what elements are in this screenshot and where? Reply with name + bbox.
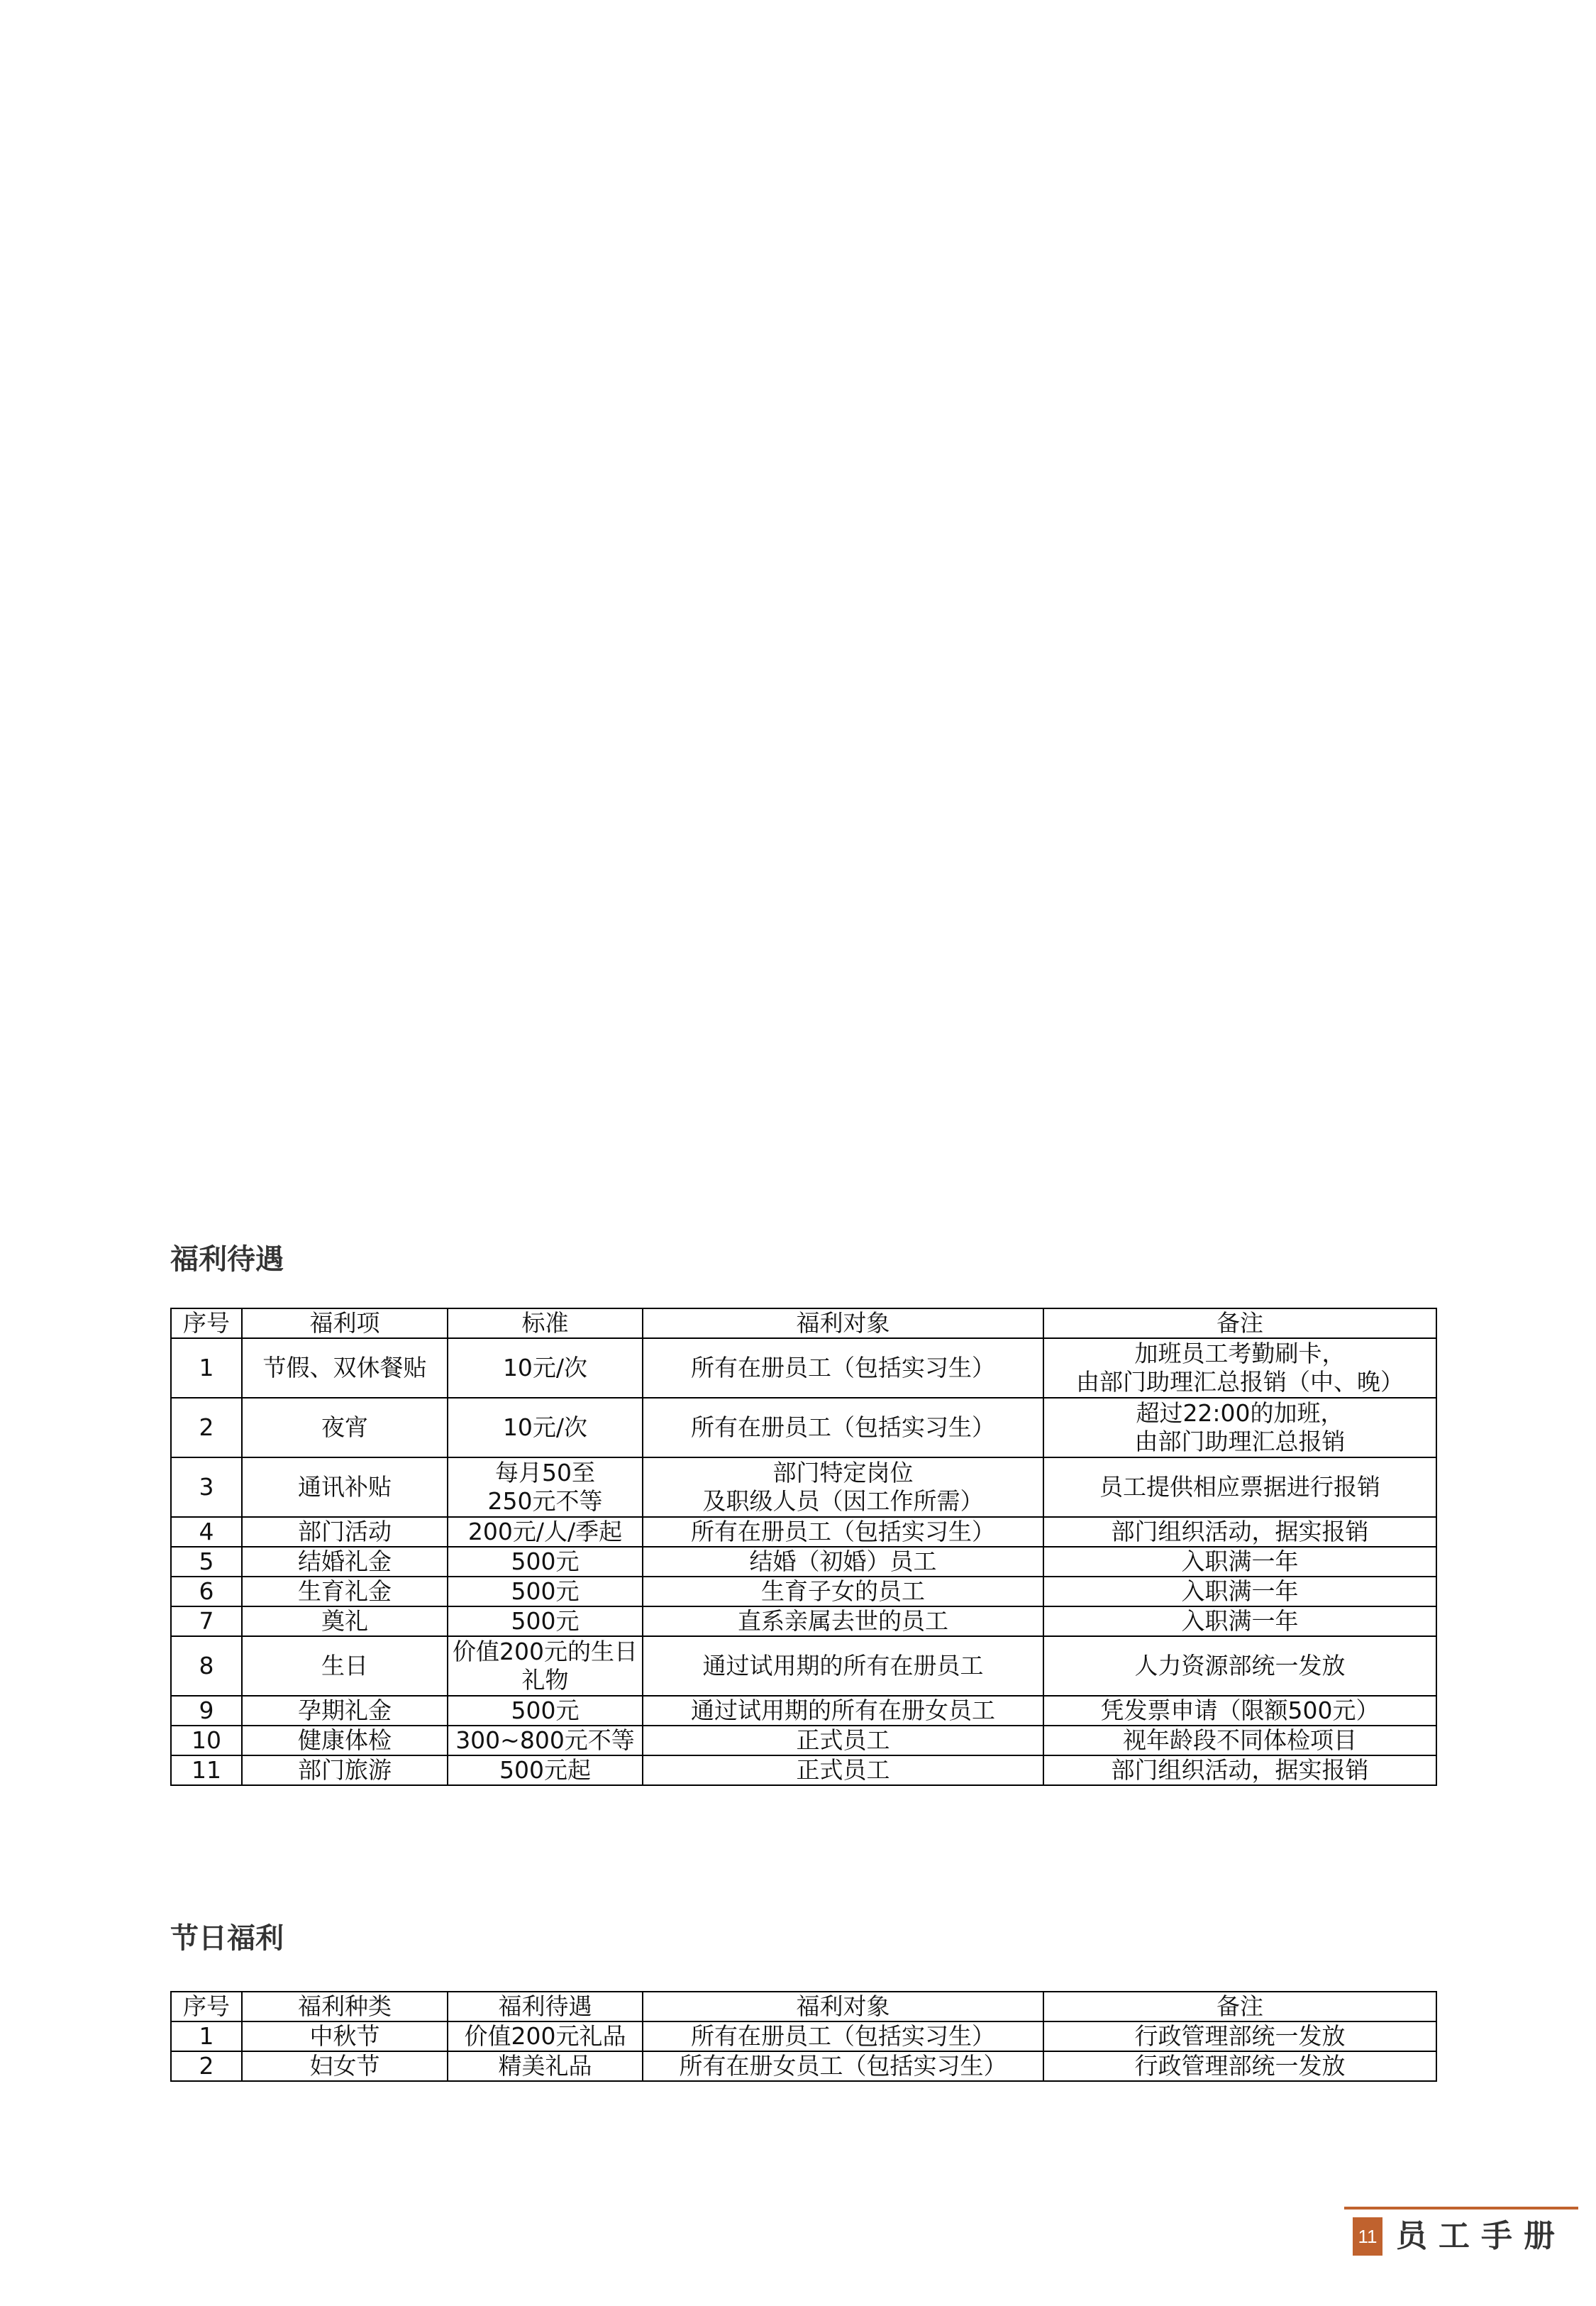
cell-line: 员工提供相应票据进行报销 — [1099, 1473, 1380, 1501]
table-row — [171, 1517, 1436, 1547]
row-number: 2 — [171, 1398, 242, 1457]
header-cell: 序号 — [171, 1308, 242, 1338]
cell-line: 每月50至 — [495, 1459, 595, 1486]
benefit-note — [1043, 1726, 1436, 1755]
cell-line: 礼物 — [521, 1666, 569, 1694]
cell-line: 500元 — [511, 1577, 580, 1605]
row-number: 2 — [171, 2051, 242, 2081]
cell-line: 及职级人员（因工作所需） — [702, 1487, 984, 1515]
cell-line: 所有在册员工（包括实习生） — [691, 1413, 995, 1441]
holiday-target: 所有在册员工（包括实习生） — [643, 2021, 1043, 2051]
benefit-note — [1043, 1457, 1436, 1517]
cell-line: 正式员工 — [796, 1756, 890, 1784]
benefit-item: 部门旅游 — [242, 1755, 448, 1785]
cell-line: 正式员工 — [796, 1726, 890, 1754]
benefit-standard — [448, 1726, 643, 1755]
benefit-standard — [448, 1755, 643, 1785]
cell-line: 入职满一年 — [1181, 1548, 1299, 1575]
holiday-section-title: 节日福利 — [170, 1922, 284, 1955]
cell-line: 入职满一年 — [1181, 1577, 1299, 1605]
benefit-item: 生日 — [242, 1636, 448, 1696]
table-row — [171, 1338, 1436, 1398]
header-cell: 福利种类 — [242, 1992, 448, 2021]
holiday-kind: 中秋节 — [242, 2021, 448, 2051]
cell-line: 超过22:00的加班， — [1136, 1399, 1344, 1427]
benefit-note — [1043, 1755, 1436, 1785]
cell-line: 250元不等 — [487, 1487, 603, 1515]
header-cell: 备注 — [1043, 1992, 1436, 2021]
holiday-kind: 妇女节 — [242, 2051, 448, 2081]
cell-line: 200元/人/季起 — [467, 1518, 623, 1545]
cell-line: 部门组织活动，据实报销 — [1111, 1518, 1369, 1545]
benefit-target — [643, 1577, 1043, 1606]
cell-line: 所有在册员工（包括实习生） — [691, 1354, 995, 1381]
benefit-standard — [448, 1696, 643, 1726]
benefit-standard — [448, 1398, 643, 1457]
cell-line: 部门组织活动，据实报销 — [1111, 1756, 1369, 1784]
benefit-target — [643, 1517, 1043, 1547]
cell-line: 结婚（初婚）员工 — [749, 1548, 937, 1575]
cell-line: 凭发票申请（限额500元） — [1100, 1697, 1380, 1724]
benefits-header-row — [171, 1308, 1436, 1338]
table-row — [171, 1696, 1436, 1726]
holiday-header-row — [171, 1992, 1436, 2021]
header-cell: 福利对象 — [643, 1308, 1043, 1338]
benefit-note — [1043, 1338, 1436, 1398]
benefit-note — [1043, 1547, 1436, 1577]
benefit-item: 孕期礼金 — [242, 1696, 448, 1726]
footer-accent-line — [1344, 2207, 1578, 2210]
cell-line: 所有在册员工（包括实习生） — [691, 1518, 995, 1545]
table-row — [171, 1398, 1436, 1457]
header-cell: 福利待遇 — [448, 1992, 643, 2021]
cell-line: 人力资源部统一发放 — [1134, 1652, 1346, 1679]
benefit-item: 部门活动 — [242, 1517, 448, 1547]
cell-line: 500元起 — [499, 1756, 591, 1784]
page-number-badge: 11 — [1353, 2217, 1382, 2256]
table-row — [171, 2051, 1436, 2081]
handbook-label: 员工手册 — [1396, 2218, 1566, 2254]
benefit-item: 结婚礼金 — [242, 1547, 448, 1577]
benefit-item: 健康体检 — [242, 1726, 448, 1755]
cell-line: 500元 — [511, 1697, 580, 1724]
table-row — [171, 1726, 1436, 1755]
cell-line: 加班员工考勤刷卡， — [1134, 1340, 1346, 1367]
holiday-target: 所有在册女员工（包括实习生） — [643, 2051, 1043, 2081]
benefit-target — [643, 1338, 1043, 1398]
cell-line: 10元/次 — [502, 1354, 588, 1381]
benefit-standard — [448, 1338, 643, 1398]
row-number: 11 — [171, 1755, 242, 1785]
cell-line: 生育子女的员工 — [761, 1577, 925, 1605]
table-row — [171, 1547, 1436, 1577]
benefit-item: 夜宵 — [242, 1398, 448, 1457]
holiday-table — [170, 1991, 1437, 2082]
benefit-item: 节假、双休餐贴 — [242, 1338, 448, 1398]
cell-line: 入职满一年 — [1181, 1607, 1299, 1635]
benefits-section-title: 福利待遇 — [170, 1243, 284, 1276]
cell-line: 由部门助理汇总报销 — [1134, 1428, 1346, 1455]
cell-line: 300~800元不等 — [455, 1726, 635, 1754]
benefit-standard — [448, 1636, 643, 1696]
row-number: 10 — [171, 1726, 242, 1755]
header-cell: 福利项 — [242, 1308, 448, 1338]
benefit-note — [1043, 1398, 1436, 1457]
benefit-standard — [448, 1577, 643, 1606]
cell-line: 价值200元的生日 — [453, 1638, 638, 1665]
row-number: 7 — [171, 1606, 242, 1636]
row-number: 5 — [171, 1547, 242, 1577]
row-number: 6 — [171, 1577, 242, 1606]
cell-line: 500元 — [511, 1607, 580, 1635]
row-number: 1 — [171, 2021, 242, 2051]
benefit-target — [643, 1606, 1043, 1636]
benefit-note — [1043, 1606, 1436, 1636]
benefit-item: 奠礼 — [242, 1606, 448, 1636]
header-cell: 标准 — [448, 1308, 643, 1338]
benefit-standard — [448, 1517, 643, 1547]
cell-line: 视年龄段不同体检项目 — [1123, 1726, 1357, 1754]
cell-line: 10元/次 — [502, 1413, 588, 1441]
holiday-note: 行政管理部统一发放 — [1043, 2021, 1436, 2051]
benefit-target — [643, 1547, 1043, 1577]
benefit-note — [1043, 1517, 1436, 1547]
benefit-standard — [448, 1606, 643, 1636]
benefit-item: 通讯补贴 — [242, 1457, 448, 1517]
table-row — [171, 1636, 1436, 1696]
benefit-target — [643, 1755, 1043, 1785]
benefit-target — [643, 1398, 1043, 1457]
header-cell: 序号 — [171, 1992, 242, 2021]
benefit-standard — [448, 1457, 643, 1517]
cell-line: 直系亲属去世的员工 — [738, 1607, 948, 1635]
table-row — [171, 2021, 1436, 2051]
benefit-item: 生育礼金 — [242, 1577, 448, 1606]
cell-line: 通过试用期的所有在册员工 — [702, 1652, 984, 1679]
header-cell: 备注 — [1043, 1308, 1436, 1338]
cell-line: 500元 — [511, 1548, 580, 1575]
table-row — [171, 1755, 1436, 1785]
row-number: 9 — [171, 1696, 242, 1726]
cell-line: 由部门助理汇总报销（中、晚） — [1076, 1368, 1404, 1396]
benefit-note — [1043, 1696, 1436, 1726]
cell-line: 部门特定岗位 — [772, 1459, 914, 1486]
row-number: 3 — [171, 1457, 242, 1517]
benefits-table — [170, 1308, 1437, 1786]
table-row — [171, 1606, 1436, 1636]
row-number: 4 — [171, 1517, 242, 1547]
benefit-target — [643, 1726, 1043, 1755]
header-cell: 福利对象 — [643, 1992, 1043, 2021]
cell-line: 通过试用期的所有在册女员工 — [691, 1697, 995, 1724]
benefit-target — [643, 1636, 1043, 1696]
row-number: 8 — [171, 1636, 242, 1696]
table-row — [171, 1577, 1436, 1606]
benefit-target — [643, 1457, 1043, 1517]
benefit-note — [1043, 1636, 1436, 1696]
row-number: 1 — [171, 1338, 242, 1398]
holiday-benefit: 精美礼品 — [448, 2051, 643, 2081]
table-row — [171, 1457, 1436, 1517]
holiday-benefit: 价值200元礼品 — [448, 2021, 643, 2051]
benefit-target — [643, 1696, 1043, 1726]
holiday-note: 行政管理部统一发放 — [1043, 2051, 1436, 2081]
benefit-standard — [448, 1547, 643, 1577]
benefit-note — [1043, 1577, 1436, 1606]
